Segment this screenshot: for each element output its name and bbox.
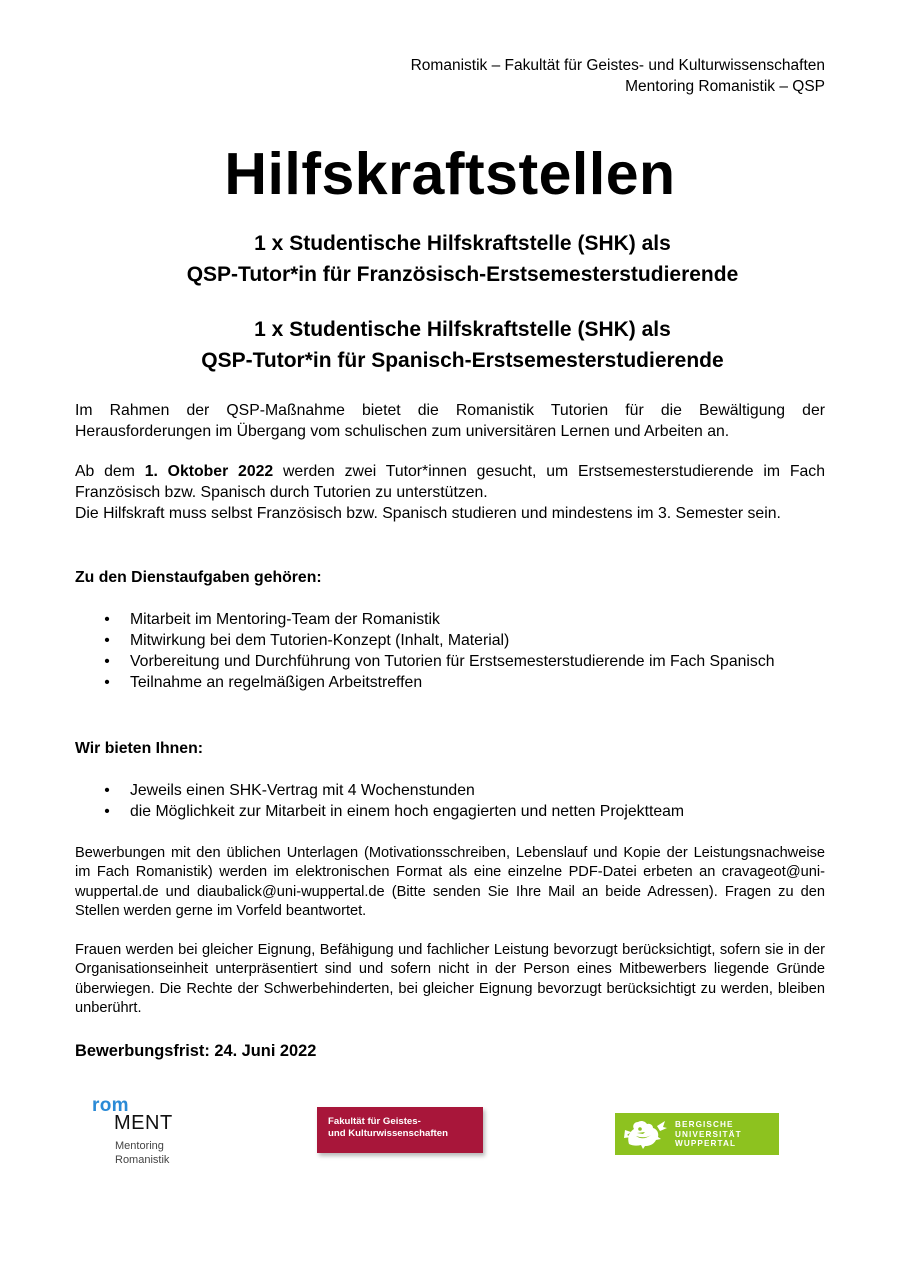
romment-logo-subtitle [115, 1139, 169, 1167]
bullet-icon: • [104, 782, 110, 799]
duties-heading: Zu den Dienstaufgaben gehören: [75, 569, 322, 586]
university-logo-line3: WUPPERTAL [675, 1139, 737, 1149]
university-logo [615, 1113, 779, 1155]
list-item [75, 780, 825, 801]
romment-logo-sub1: Mentoring [115, 1140, 164, 1152]
application-paragraph: Bewerbungen mit den üblichen Unterlagen (Motivationsschreiben, Lebenslauf und Kopie der Leistungsnachweise im Fach Romanistik) werden im elektronischen Format als eine einzelne PDF-Datei erbeten an cravageot@uni-wuppertal.de und diaubalick@uni-wuppertal.de (Bitte senden Sie Ihre Mail an beide Adressen). Fragen zu den Stellen werden gerne im Vorfeld beantwortet. [75, 845, 825, 920]
position-spanish [0, 314, 900, 376]
romment-logo [90, 1095, 200, 1180]
application-deadline: Bewerbungsfrist: 24. Juni 2022 [75, 1042, 317, 1060]
position-french-line1: 1 x Studentische Hilfskraftstelle (SHK) als [254, 232, 671, 255]
header-program-line: Mentoring Romanistik – QSP [625, 78, 825, 95]
list-item [75, 630, 825, 651]
duty-text: Mitarbeit im Mentoring-Team der Romanistik [130, 611, 440, 628]
list-item [75, 801, 825, 822]
list-item [75, 651, 825, 672]
page-title: Hilfskraftstellen [224, 141, 676, 207]
list-item [75, 609, 825, 630]
document-header [411, 55, 825, 97]
duty-text: Vorbereitung und Durchführung von Tutorien für Erstsemesterstudierende im Fach Spanisch [130, 653, 775, 670]
position-spanish-line1: 1 x Studentische Hilfskraftstelle (SHK) als [254, 318, 671, 341]
romment-logo-rom: rom [92, 1095, 129, 1116]
start-paragraph [75, 461, 825, 503]
position-french [0, 228, 900, 290]
offer-text: die Möglichkeit zur Mitarbeit in einem hoch engagierten und netten Projektteam [130, 803, 685, 820]
offer-text: Jeweils einen SHK-Vertrag mit 4 Wochenstunden [130, 782, 475, 799]
position-french-line2: QSP-Tutor*in für Französisch-Erstsemesterstudierende [186, 263, 739, 286]
faculty-logo-line2: und Kulturwissenschaften [328, 1128, 448, 1139]
bullet-icon: • [104, 632, 110, 649]
duty-text: Mitwirkung bei dem Tutorien-Konzept (Inhalt, Material) [130, 632, 510, 649]
bullet-icon: • [104, 611, 110, 628]
position-spanish-line2: QSP-Tutor*in für Spanisch-Erstsemesterstudierende [201, 349, 724, 372]
romment-logo-sub2: Romanistik [115, 1154, 170, 1166]
faculty-logo-text [328, 1116, 448, 1140]
university-logo-line1: BERGISCHE [675, 1120, 734, 1129]
university-logo-line2: UNIVERSITÄT [675, 1129, 742, 1139]
romment-logo-ment: MENT [114, 1112, 173, 1134]
list-item [75, 672, 825, 693]
duty-text: Teilnahme an regelmäßigen Arbeitstreffen [130, 674, 423, 691]
offer-heading: Wir bieten Ihnen: [75, 740, 203, 757]
lion-crest-icon [623, 1118, 667, 1150]
equality-paragraph: Frauen werden bei gleicher Eignung, Befähigung und fachlicher Leistung bevorzugt berücksichtigt, sofern sie in der Organisationseinheit unterpräsentiert sind und sofern nicht in der Person eines Mitbewerbers liegende Gründe überwiegen. Die Rechte der Schwerbehinderten, bei gleicher Eignung bevorzugt berücksichtigt zu werden, bleiben unberührt. [75, 942, 825, 1017]
start-prefix: Ab dem [75, 463, 145, 480]
faculty-logo-line1: Fakultät für Geistes- [328, 1116, 421, 1127]
bullet-icon: • [104, 674, 110, 691]
start-date: 1. Oktober 2022 [144, 463, 274, 480]
bullet-icon: • [104, 653, 110, 670]
university-logo-text [675, 1120, 742, 1149]
intro-paragraph: Im Rahmen der QSP-Maßnahme bietet die Romanistik Tutorien für die Bewältigung der Herausforderungen im Übergang vom schulischen zum universitären Lernen und Arbeiten an. [75, 402, 825, 440]
bullet-icon: • [104, 803, 110, 820]
faculty-logo [317, 1107, 483, 1153]
header-faculty-line: Romanistik – Fakultät für Geistes- und Kulturwissenschaften [410, 57, 825, 74]
duties-list [75, 609, 825, 693]
offer-list [75, 780, 825, 822]
requirement-paragraph: Die Hilfskraft muss selbst Französisch bzw. Spanisch studieren und mindestens im 3. Semester sein. [75, 505, 781, 522]
start-suffix: werden zwei Tutor*innen gesucht, um Erstsemesterstudierende im Fach Französisch bzw. Spanisch durch Tutorien zu unterstützen. [75, 463, 825, 501]
